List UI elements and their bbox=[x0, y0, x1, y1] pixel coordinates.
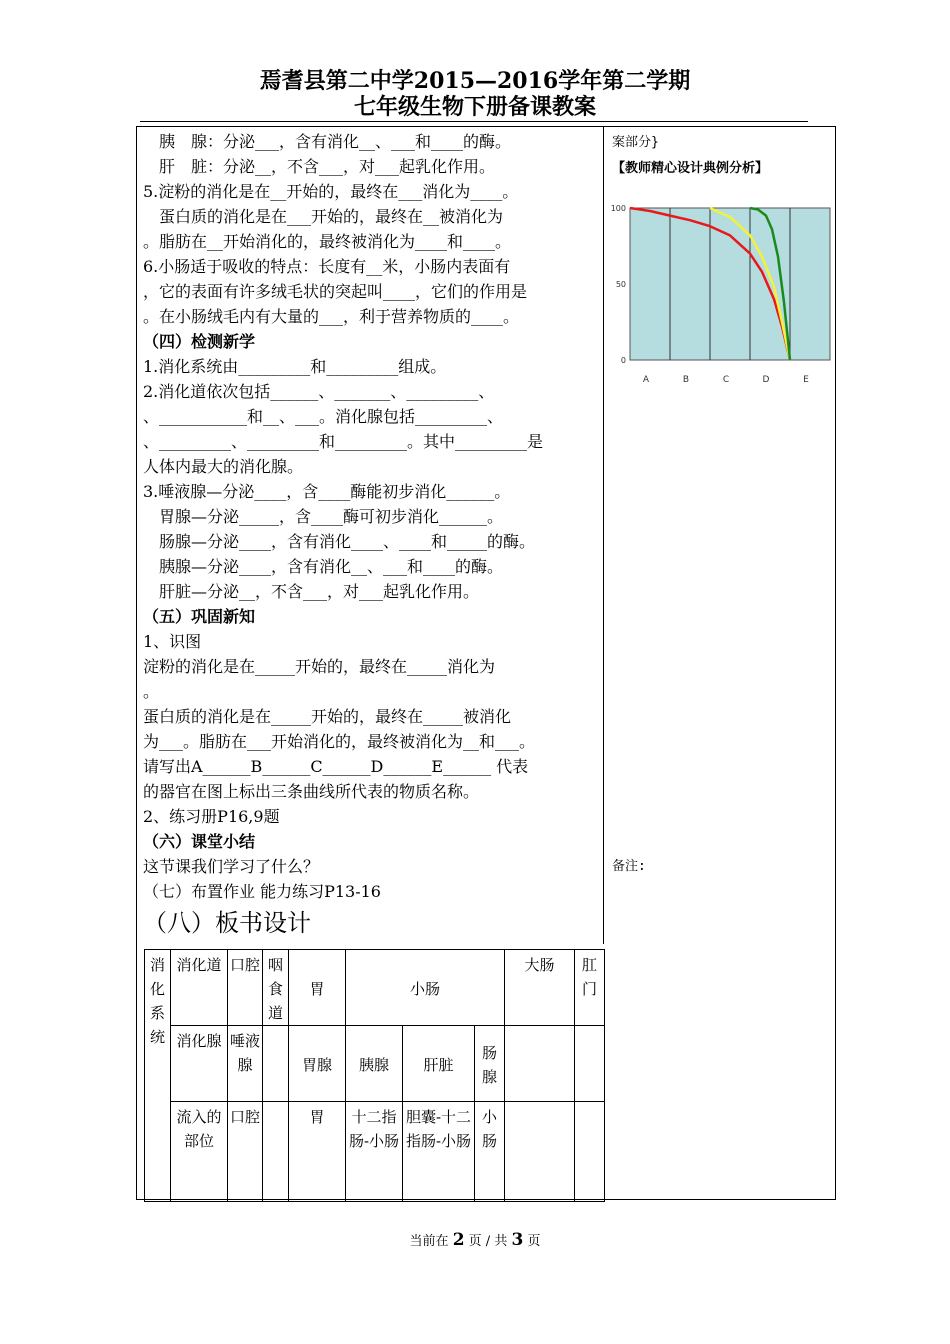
table-cell: 胃腺 bbox=[289, 1026, 346, 1102]
page-footer bbox=[0, 1230, 950, 1250]
text-line: 。脂肪在__开始消化的，最终被消化为____和____。 bbox=[143, 232, 512, 251]
text-line: 1、识图 bbox=[143, 632, 202, 651]
table-cell: 口腔 bbox=[228, 950, 263, 1026]
text-line: 的器官在图上标出三条曲线所代表的物质名称。 bbox=[143, 782, 480, 801]
table-cell: 胆囊-十二指肠-小肠 bbox=[403, 1102, 475, 1202]
y-tick-label: 0 bbox=[620, 356, 626, 365]
table-cell: 口腔 bbox=[228, 1102, 263, 1202]
table-cell: 肠腺 bbox=[475, 1026, 505, 1102]
footer-suffix: 页 bbox=[527, 1234, 541, 1249]
table-cell: 十二指肠-小肠 bbox=[346, 1102, 403, 1202]
table-cell: 咽食道 bbox=[263, 950, 289, 1026]
text-line: 6.小肠适于吸收的特点：长度有__米，小肠内表面有 bbox=[143, 257, 511, 276]
text-line: 淀粉的消化是在_____开始的，最终在_____消化为 bbox=[143, 657, 496, 676]
table-cell: 肛门 bbox=[575, 950, 605, 1026]
text-line: 人体内最大的消化腺。 bbox=[143, 457, 304, 476]
text-line: 肝 脏：分泌__，不含___，对___起乳化作用。 bbox=[143, 157, 496, 176]
text-line: 蛋白质的消化是在_____开始的，最终在_____被消化 bbox=[143, 707, 512, 726]
x-tick-label: D bbox=[762, 375, 770, 385]
y-tick-label: 50 bbox=[615, 280, 626, 289]
board-design-heading: （八）板书设计 bbox=[143, 909, 311, 937]
x-tick-label: A bbox=[642, 375, 650, 385]
table-cell: 肝脏 bbox=[403, 1026, 475, 1102]
table-cell bbox=[505, 1102, 575, 1202]
sidebar-top-text: 案部分} bbox=[612, 135, 659, 150]
plot-area bbox=[630, 208, 830, 360]
x-tick-label: C bbox=[722, 375, 730, 385]
text-line: 蛋白质的消化是在___开始的，最终在__被消化为 bbox=[143, 207, 504, 226]
sidebar-section-title: 【教师精心设计典例分析】 bbox=[612, 161, 769, 176]
text-line: 请写出A______B______C______D______E______ 代表 bbox=[143, 757, 529, 776]
table-cell: 流入的部位 bbox=[171, 1102, 228, 1202]
total-pages: 3 bbox=[511, 1230, 524, 1250]
title-underline bbox=[140, 121, 808, 122]
text-line: 为___。脂肪在___开始消化的，最终被消化为__和___。 bbox=[143, 732, 536, 751]
current-page: 2 bbox=[452, 1230, 465, 1250]
text-line: 肝脏—分泌__，不含___，对___起乳化作用。 bbox=[143, 582, 480, 601]
table-cell: 胃 bbox=[289, 950, 346, 1026]
text-line: 3.唾液腺—分泌____，含____酶能初步消化______。 bbox=[143, 482, 511, 501]
text-line: 。 bbox=[143, 682, 160, 701]
text-line: 2、练习册P16,9题 bbox=[143, 807, 280, 826]
text-line: 1.消化系统由_________和_________组成。 bbox=[143, 357, 447, 376]
section-heading: （四）检测新学 bbox=[143, 332, 256, 351]
table-cell: 胃 bbox=[289, 1102, 346, 1202]
system-label: 消化系统 bbox=[149, 956, 165, 1046]
x-tick-label: E bbox=[803, 375, 809, 385]
text-line: 、_________、_________和_________。其中_________是 bbox=[143, 432, 544, 451]
text-line: 。在小肠绒毛内有大量的___，利于营养物质的____。 bbox=[143, 307, 520, 326]
table-cell: 小肠 bbox=[346, 950, 505, 1026]
homework-line: （七）布置作业 能力练习P13-16 bbox=[143, 882, 381, 901]
section-heading: （六）课堂小结 bbox=[143, 832, 256, 851]
table-cell: 小肠 bbox=[475, 1102, 505, 1202]
text-line: 胃腺—分泌_____，含____酶可初步消化______。 bbox=[143, 507, 504, 526]
text-line: 、___________和__、___。消化腺包括_________、 bbox=[143, 407, 504, 426]
text-line: 2.消化道依次包括______、_______、_________、 bbox=[143, 382, 495, 401]
table-cell bbox=[575, 1026, 605, 1102]
text-line: 这节课我们学习了什么？ bbox=[143, 857, 320, 876]
footer-prefix: 当前在 bbox=[409, 1234, 449, 1249]
footer-mid: 页 / 共 bbox=[468, 1234, 508, 1249]
lesson-content bbox=[143, 129, 599, 942]
table-cell: 大肠 bbox=[505, 950, 575, 1026]
column-divider bbox=[603, 126, 604, 944]
table-cell bbox=[263, 1026, 289, 1102]
document-title: 焉耆县第二中学2015—2016学年第二学期 bbox=[259, 68, 691, 94]
table-cell: 胰腺 bbox=[346, 1026, 403, 1102]
sidebar-note-label: 备注: bbox=[612, 859, 646, 874]
table-cell: 唾液腺 bbox=[228, 1026, 263, 1102]
document-subtitle: 七年级生物下册备课教案 bbox=[353, 94, 596, 120]
text-line: ，它的表面有许多绒毛状的突起叫____，它们的作用是 bbox=[143, 282, 528, 301]
section-heading: （五）巩固新知 bbox=[143, 607, 256, 626]
table-cell bbox=[575, 1102, 605, 1202]
text-line: 胰腺—分泌____，含有消化__、___和____的酶。 bbox=[143, 557, 504, 576]
digestion-curve-chart bbox=[608, 200, 838, 390]
text-line: 肠腺—分泌____，含有消化____、____和_____的酶。 bbox=[143, 532, 536, 551]
table-cell: 消化道 bbox=[171, 950, 228, 1026]
table-cell: 消化腺 bbox=[171, 1026, 228, 1102]
text-line: 胰 腺：分泌___，含有消化__、___和____的酶。 bbox=[143, 132, 512, 151]
text-line: 5.淀粉的消化是在__开始的，最终在___消化为____。 bbox=[143, 182, 519, 201]
table-cell bbox=[263, 1102, 289, 1202]
system-cell bbox=[145, 950, 171, 1202]
board-design-table bbox=[144, 949, 605, 1202]
x-tick-label: B bbox=[682, 375, 690, 385]
table-cell bbox=[505, 1026, 575, 1102]
y-tick-label: 100 bbox=[610, 204, 626, 213]
